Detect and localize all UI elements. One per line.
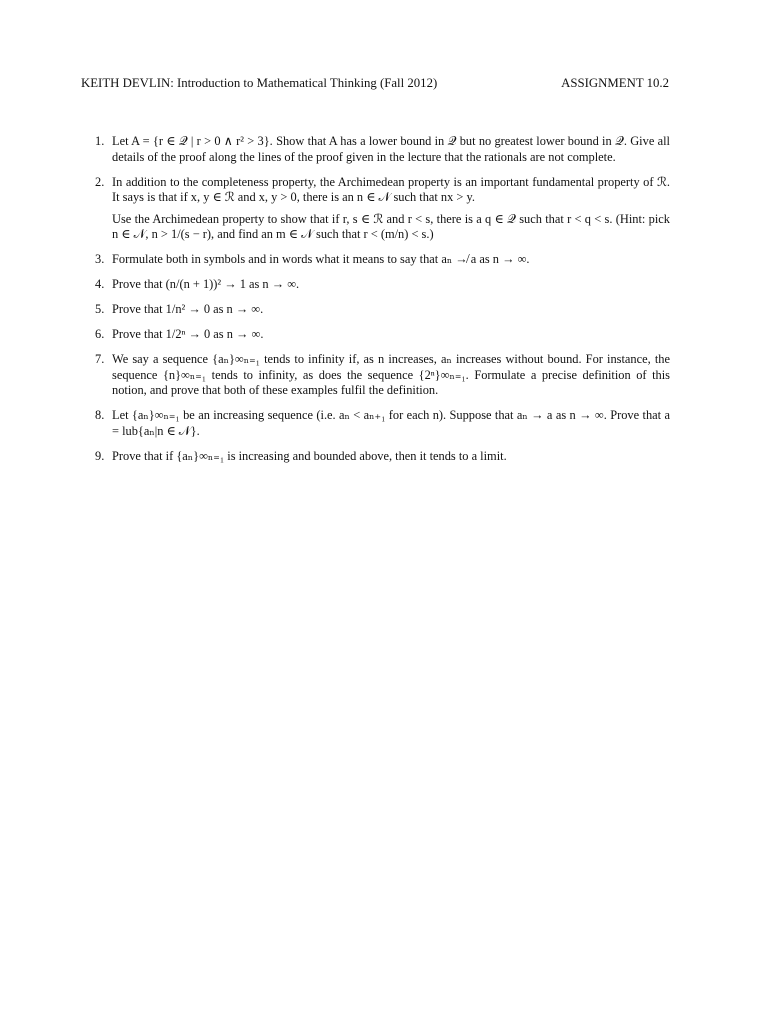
problem-item [95,327,670,343]
problem-item [95,449,670,465]
problem-text: Prove that 1/2ⁿ → 0 as n → ∞. [112,327,264,342]
problem-number: 4. [95,277,105,292]
problem-text: Prove that if {aₙ}∞ₙ₌₁ is increasing and bounded above, then it tends to a limit. [112,449,507,464]
problem-text: In addition to the completeness property, the Archimedean property is an important fundamental property of ℛ. It says is that if x, y ∈ ℛ and x, y > 0, there is an n ∈ 𝒩 such that nx > y. [112,174,670,205]
course-title: KEITH DEVLIN: Introduction to Mathematical Thinking (Fall 2012) [81,76,438,90]
problem-number: 9. [95,449,105,464]
problem-text: Use the Archimedean property to show that if r, s ∈ ℛ and r < s, there is a q ∈ 𝒬 such that r < q < s. (Hint: pick n ∈ 𝒩, n > 1/(s − r), and find an m ∈ 𝒩 such that r < (m/n) < s.) [112,211,670,242]
problem-text: Prove that 1/n² → 0 as n → ∞. [112,302,264,317]
assignment-label: ASSIGNMENT 10.2 [561,76,669,90]
problem-item [95,302,670,318]
problem-item [95,352,670,399]
problem-number: 5. [95,302,105,317]
problem-list [95,134,670,474]
problem-body [112,408,670,439]
problem-number: 7. [95,352,105,367]
problem-number: 2. [95,174,105,189]
problem-text: Let A = {r ∈ 𝒬 | r > 0 ∧ r² > 3}. Show that A has a lower bound in 𝒬 but no greatest lower bound in 𝒬. Give all details of the proof along the lines of the proof given in the lecture that the rationals are not complete. [112,134,670,164]
problem-text: Formulate both in symbols and in words what it means to say that aₙ ↛ a as n → ∞. [112,252,530,267]
problem-number: 3. [95,252,105,267]
problem-body [112,352,670,399]
page-header [81,76,669,92]
problem-body [112,302,670,318]
problem-body [112,449,670,465]
problem-item [95,277,670,293]
problem-number: 8. [95,408,105,423]
problem-text: We say a sequence {aₙ}∞ₙ₌₁ tends to infinity if, as n increases, aₙ increases without bound. For instance, the sequence {n}∞ₙ₌₁ tends to infinity, as does the sequence {2ⁿ}∞ₙ₌₁. Formulate a precise definition of this notion, and prove that both of these examples fulfil the definition. [112,352,670,398]
problem-item [95,134,670,165]
problem-item [95,408,670,439]
problem-item [95,252,670,268]
problem-number: 1. [95,134,105,148]
problem-item [95,175,670,243]
problem-text: Prove that (n/(n + 1))² → 1 as n → ∞. [112,277,300,292]
problem-body [112,277,670,293]
problem-body [112,175,670,243]
problem-body [112,134,670,165]
problem-text: Let {aₙ}∞ₙ₌₁ be an increasing sequence (i.e. aₙ < aₙ₊₁ for each n). Suppose that aₙ → a as n → ∞. Prove that a = lub{aₙ|n ∈ 𝒩}. [112,408,670,439]
problem-body [112,252,670,268]
problem-number: 6. [95,327,105,342]
problem-body [112,327,670,343]
